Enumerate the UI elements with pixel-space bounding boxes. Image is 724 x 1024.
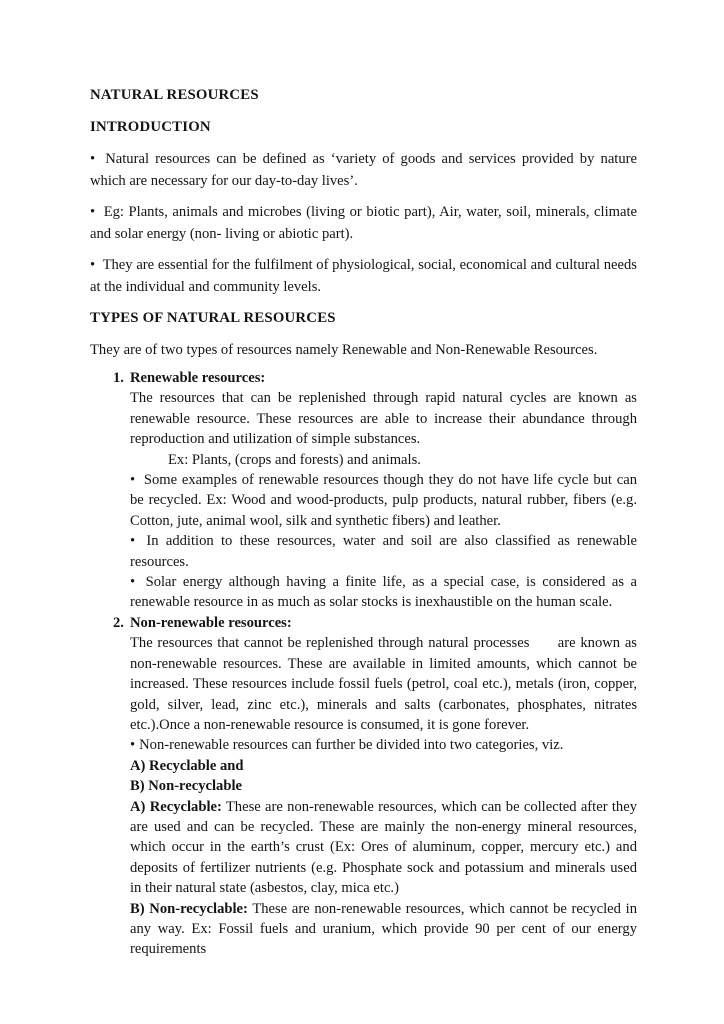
item-bullet-text: Some examples of renewable resources though they do not have life cycle but can be recycled. Ex: Wood and wood-products, pulp products, natural rubber, fibers (e.g. Cotton, jute, animal wool, silk and synthetic fibers) and leather. bbox=[130, 472, 637, 529]
document-title: NATURAL RESOURCES bbox=[90, 87, 259, 103]
item-bullet-paragraph bbox=[130, 735, 637, 755]
item-bullet-paragraph bbox=[130, 572, 637, 613]
list-item-number: 1. bbox=[113, 370, 124, 386]
bullet-marker: • bbox=[90, 204, 96, 220]
numbered-list bbox=[90, 368, 637, 960]
list-item-content bbox=[130, 613, 637, 960]
category-line: A) Recyclable and bbox=[130, 757, 244, 774]
item-bullet-paragraph bbox=[130, 470, 637, 531]
category-line: B) Non-recyclable bbox=[130, 778, 242, 795]
item-bullet-text: Non-renewable resources can further be divided into two categories, viz. bbox=[139, 737, 564, 754]
category-detail-label: B) Non-recyclable: bbox=[130, 900, 248, 917]
item-bullet-text: Solar energy although having a finite life, as a special case, is considered as a renewable resource in as much as solar stocks is inexhaustible on the human scale. bbox=[130, 574, 637, 611]
list-item-title: Non-renewable resources: bbox=[130, 614, 292, 631]
bullet-marker: • bbox=[90, 257, 96, 273]
intro-bullet-paragraph bbox=[90, 254, 637, 298]
intro-bullet-text: They are essential for the fulfilment of physiological, social, economical and cultural needs at the individual and community levels. bbox=[90, 257, 637, 295]
list-item-title: Renewable resources: bbox=[130, 370, 266, 386]
section-heading-types: TYPES OF NATURAL RESOURCES bbox=[90, 310, 336, 326]
category-detail-text: These are non-renewable resources, which cannot be recycled in any way. Ex: Fossil fuels and uranium, which provide 90 per cent of our energy requirements bbox=[130, 900, 637, 958]
example-line: Ex: Plants, (crops and forests) and animals. bbox=[168, 451, 421, 468]
category-detail-label: A) Recyclable: bbox=[130, 798, 222, 815]
bullet-marker: • bbox=[130, 574, 136, 591]
item-bullet-text: In addition to these resources, water and soil are also classified as renewable resources. bbox=[130, 533, 637, 570]
bullet-marker: • bbox=[130, 737, 136, 754]
intro-bullet-paragraph bbox=[90, 148, 637, 192]
list-item-content bbox=[130, 368, 637, 613]
types-lead-paragraph: They are of two types of resources namely Renewable and Non-Renewable Resources. bbox=[90, 342, 598, 358]
bullet-marker: • bbox=[90, 151, 96, 167]
section-heading-introduction: INTRODUCTION bbox=[90, 119, 211, 135]
intro-bullet-text: Eg: Plants, animals and microbes (living or biotic part), Air, water, soil, minerals, climate and solar energy (non- living or abiotic part). bbox=[90, 204, 637, 242]
category-detail-paragraph bbox=[130, 899, 637, 960]
intro-bullet-text: Natural resources can be defined as ‘variety of goods and services provided by nature which are necessary for our day-to-day lives’. bbox=[90, 151, 637, 189]
list-item-body: The resources that can be replenished through rapid natural cycles are known as renewable resource. These resources are able to increase their abundance through reproduction and utilization of simple substances. bbox=[130, 390, 637, 448]
list-item-non-renewable bbox=[90, 613, 637, 960]
category-detail-paragraph bbox=[130, 797, 637, 899]
category-detail-text: These are non-renewable resources, which can be collected after they are used and can be recycled. These are mainly the non-energy mineral resources, which occur in the earth’s crust (Ex: Ores of aluminum, copper, mercury etc.) and deposits of fertilizer nutrients (e.g. Phosphate sock and potassium and minerals used in their natural state (asbestos, clay, mica etc.) bbox=[130, 798, 637, 897]
list-item-number: 2. bbox=[113, 614, 124, 631]
list-item-renewable bbox=[90, 368, 637, 613]
item-bullet-paragraph bbox=[130, 531, 637, 572]
intro-bullet-paragraph bbox=[90, 201, 637, 245]
bullet-marker: • bbox=[130, 472, 136, 489]
list-item-body: The resources that cannot be replenished through natural processes are known as non-renewable resources. These are available in limited amounts, which cannot be increased. These resources include fossil fuels (petrol, coal etc.), metals (iron, copper, gold, silver, lead, zinc etc.), minerals and salts (carbonates, phosphates, nitrates etc.).Once a non-renewable resource is consumed, it is gone forever. bbox=[130, 635, 637, 733]
bullet-marker: • bbox=[130, 533, 136, 550]
